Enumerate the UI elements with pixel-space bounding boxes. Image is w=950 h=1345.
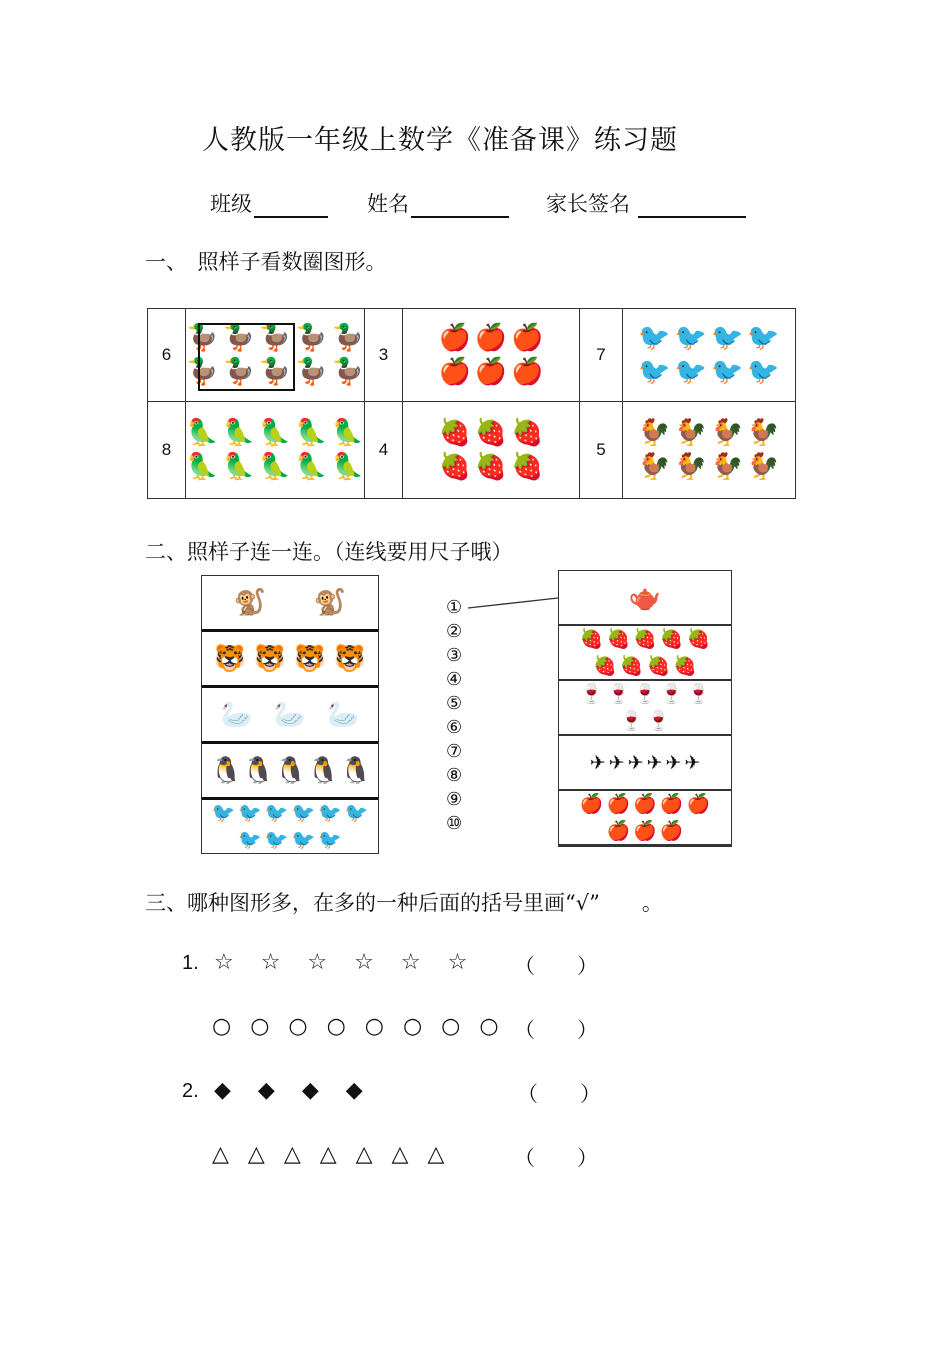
duck-icon[interactable]: 🦆 bbox=[186, 357, 219, 387]
airplane-icon: ✈ bbox=[684, 751, 701, 774]
parrot-icon[interactable]: 🦜 bbox=[258, 418, 292, 448]
airplane-icon: ✈ bbox=[665, 751, 682, 774]
picture-row[interactable] bbox=[202, 688, 378, 744]
connect-number[interactable]: ② bbox=[446, 621, 463, 642]
section2-heading: 二、照样子连一连。（连线要用尺子哦） bbox=[145, 540, 513, 564]
penguin-icon: 🐧 bbox=[339, 755, 372, 786]
duck-icon[interactable]: 🦆 bbox=[331, 323, 364, 353]
ostrich-icon: 🦢 bbox=[327, 699, 360, 730]
tiger-icon: 🐯 bbox=[333, 643, 367, 674]
airplane-icon: ✈ bbox=[627, 751, 644, 774]
name-label: 姓名 bbox=[367, 192, 409, 216]
picture-row[interactable] bbox=[559, 791, 731, 846]
rooster-icon[interactable]: 🐓 bbox=[674, 418, 707, 448]
bird-icon[interactable]: 🐦 bbox=[711, 357, 744, 387]
name-blank[interactable] bbox=[411, 194, 509, 218]
apple-icon[interactable]: 🍎 bbox=[474, 357, 508, 387]
picture-cell[interactable] bbox=[186, 309, 365, 402]
parrot-icon[interactable]: 🦜 bbox=[222, 452, 255, 482]
picture-row[interactable] bbox=[559, 571, 731, 626]
connect-number[interactable]: ⑥ bbox=[446, 717, 463, 738]
bird-icon[interactable]: 🐦 bbox=[747, 357, 780, 387]
section1-heading: 一、 照样子看数圈图形。 bbox=[145, 250, 387, 274]
airplane-icon: ✈ bbox=[589, 751, 606, 774]
wine-glass-icon: 🍷 bbox=[579, 683, 604, 706]
duck-icon[interactable]: 🦆 bbox=[222, 357, 255, 387]
picture-cell[interactable] bbox=[623, 309, 796, 402]
picture-row[interactable] bbox=[559, 681, 731, 736]
item-1-label: 1. bbox=[182, 952, 199, 974]
bird-icon: 🐦 bbox=[344, 802, 369, 825]
parrot-icon[interactable]: 🦜 bbox=[295, 452, 328, 482]
class-label: 班级 bbox=[210, 192, 252, 216]
picture-row[interactable] bbox=[559, 626, 731, 681]
bird-icon: 🐦 bbox=[238, 828, 262, 851]
rooster-icon[interactable]: 🐓 bbox=[711, 418, 744, 448]
connect-number[interactable]: ⑨ bbox=[446, 789, 463, 810]
duck-icon[interactable]: 🦆 bbox=[295, 323, 328, 353]
section3-heading: 三、哪种图形多，在多的一种后面的括号里画“√” 。 bbox=[145, 891, 663, 915]
wine-glass-icon: 🍷 bbox=[686, 683, 711, 706]
parrot-icon[interactable]: 🦜 bbox=[258, 452, 292, 482]
count-number: 3 bbox=[365, 309, 403, 402]
right-picture-column bbox=[558, 570, 732, 847]
apple-group bbox=[403, 309, 579, 401]
picture-row[interactable] bbox=[202, 576, 378, 632]
connect-number[interactable]: ③ bbox=[446, 645, 463, 666]
picture-row[interactable] bbox=[202, 800, 378, 853]
parrot-group bbox=[186, 402, 364, 498]
apple-icon: 🍎 bbox=[686, 793, 711, 816]
connect-number[interactable]: ⑩ bbox=[446, 813, 463, 834]
parrot-icon[interactable]: 🦜 bbox=[222, 418, 255, 448]
strawberry-icon[interactable]: 🍓 bbox=[438, 418, 471, 448]
bird-icon: 🐦 bbox=[318, 828, 342, 851]
bird-icon: 🐦 bbox=[238, 802, 262, 825]
apple-icon: 🍎 bbox=[633, 793, 657, 816]
name-field[interactable] bbox=[367, 188, 509, 218]
parrot-icon[interactable]: 🦜 bbox=[331, 452, 364, 482]
count-number: 7 bbox=[580, 309, 623, 402]
duck-icon[interactable]: 🦆 bbox=[295, 357, 328, 387]
count-number: 8 bbox=[148, 402, 186, 499]
duck-icon[interactable]: 🦆 bbox=[258, 357, 292, 387]
strawberry-icon: 🍓 bbox=[606, 628, 631, 651]
connect-number[interactable]: ⑦ bbox=[446, 741, 463, 762]
monkey-icon: 🐒 bbox=[313, 587, 347, 618]
connect-number[interactable]: ④ bbox=[446, 669, 463, 690]
item-2-label: 2. bbox=[182, 1080, 199, 1102]
picture-cell[interactable] bbox=[403, 309, 580, 402]
apple-icon: 🍎 bbox=[606, 793, 631, 816]
class-field[interactable] bbox=[210, 188, 328, 218]
bird-icon[interactable]: 🐦 bbox=[747, 323, 780, 353]
table-row bbox=[148, 402, 796, 499]
strawberry-icon: 🍓 bbox=[673, 654, 697, 677]
strawberry-icon[interactable]: 🍓 bbox=[511, 418, 544, 448]
parrot-icon[interactable]: 🦜 bbox=[295, 418, 328, 448]
apple-icon[interactable]: 🍎 bbox=[438, 357, 471, 387]
duck-icon[interactable]: 🦆 bbox=[186, 323, 219, 353]
rooster-icon[interactable]: 🐓 bbox=[747, 418, 780, 448]
parent-signature-blank[interactable] bbox=[638, 194, 746, 218]
strawberry-icon[interactable]: 🍓 bbox=[438, 452, 471, 482]
tiger-icon: 🐯 bbox=[213, 643, 247, 674]
parent-signature-field[interactable] bbox=[546, 188, 746, 218]
penguin-icon: 🐧 bbox=[242, 755, 275, 786]
count-number: 6 bbox=[148, 309, 186, 402]
left-picture-column bbox=[201, 575, 379, 854]
apple-icon: 🍎 bbox=[579, 793, 604, 816]
bird-icon: 🐦 bbox=[318, 802, 342, 825]
apple-icon[interactable]: 🍎 bbox=[438, 323, 471, 353]
count-number: 4 bbox=[365, 402, 403, 499]
airplane-icon: ✈ bbox=[608, 751, 625, 774]
bird-icon[interactable]: 🐦 bbox=[674, 323, 707, 353]
diamonds-row: ◆ ◆ ◆ ◆ bbox=[214, 1078, 373, 1103]
parrot-icon[interactable]: 🦜 bbox=[331, 418, 364, 448]
apple-icon: 🍎 bbox=[606, 819, 631, 842]
penguin-icon: 🐧 bbox=[210, 755, 243, 786]
connect-number[interactable]: ① bbox=[446, 597, 463, 618]
rooster-icon[interactable]: 🐓 bbox=[747, 452, 780, 482]
apple-icon[interactable]: 🍎 bbox=[474, 323, 508, 353]
strawberry-icon: 🍓 bbox=[646, 654, 671, 677]
ostrich-icon: 🦢 bbox=[220, 699, 253, 730]
strawberry-icon: 🍓 bbox=[579, 628, 604, 651]
penguin-icon: 🐧 bbox=[274, 755, 308, 786]
monkey-icon: 🐒 bbox=[233, 587, 267, 618]
sample-connect-line bbox=[466, 594, 562, 614]
answer-parens[interactable]: （ ） bbox=[517, 1082, 601, 1106]
page-title: 人教版一年级上数学《准备课》练习题 bbox=[202, 125, 678, 156]
wine-glass-icon: 🍷 bbox=[646, 709, 671, 732]
bird-icon[interactable]: 🐦 bbox=[638, 357, 671, 387]
bird-icon: 🐦 bbox=[291, 802, 316, 825]
count-table bbox=[147, 308, 796, 499]
apple-icon[interactable]: 🍎 bbox=[511, 357, 544, 387]
duck-group bbox=[186, 309, 364, 401]
stars-row: ☆ ☆ ☆ ☆ ☆ ☆ bbox=[214, 950, 478, 975]
triangles-row: △ △ △ △ △ △ △ bbox=[212, 1142, 451, 1167]
duck-icon[interactable]: 🦆 bbox=[222, 323, 255, 353]
strawberry-icon: 🍓 bbox=[686, 628, 711, 651]
wine-glass-icon: 🍷 bbox=[659, 683, 684, 706]
circles-row: ○ ○ ○ ○ ○ ○ ○ ○ bbox=[212, 1014, 505, 1039]
strawberry-icon: 🍓 bbox=[633, 628, 657, 651]
rooster-icon[interactable]: 🐓 bbox=[711, 452, 744, 482]
number-column bbox=[446, 596, 462, 836]
picture-row[interactable] bbox=[202, 632, 378, 688]
parent-signature-label: 家长签名 bbox=[546, 192, 630, 216]
tiger-icon: 🐯 bbox=[293, 643, 327, 674]
count-number: 5 bbox=[580, 402, 623, 499]
strawberry-icon: 🍓 bbox=[659, 628, 684, 651]
bird-icon: 🐦 bbox=[291, 828, 316, 851]
strawberry-icon: 🍓 bbox=[619, 654, 644, 677]
strawberry-icon[interactable]: 🍓 bbox=[474, 418, 508, 448]
answer-parens[interactable]: （ ） bbox=[514, 954, 598, 978]
airplane-icon: ✈ bbox=[646, 751, 663, 774]
duck-icon[interactable]: 🦆 bbox=[331, 357, 364, 387]
teapot-icon: 🫖 bbox=[628, 582, 662, 613]
bird-icon[interactable]: 🐦 bbox=[638, 323, 671, 353]
connect-number[interactable]: ⑤ bbox=[446, 693, 463, 714]
duck-icon[interactable]: 🦆 bbox=[258, 323, 292, 353]
tiger-icon: 🐯 bbox=[253, 643, 287, 674]
picture-row[interactable] bbox=[202, 744, 378, 800]
class-blank[interactable] bbox=[254, 194, 328, 218]
answer-parens[interactable]: （ ） bbox=[514, 1018, 598, 1042]
strawberry-group bbox=[403, 402, 579, 498]
wine-glass-icon: 🍷 bbox=[619, 709, 644, 732]
apple-icon[interactable]: 🍎 bbox=[511, 323, 544, 353]
bird-icon: 🐦 bbox=[264, 802, 289, 825]
strawberry-icon: 🍓 bbox=[593, 654, 617, 677]
parrot-icon[interactable]: 🦜 bbox=[186, 418, 219, 448]
picture-row[interactable] bbox=[559, 736, 731, 791]
rooster-icon[interactable]: 🐓 bbox=[638, 418, 671, 448]
table-row bbox=[148, 309, 796, 402]
bird-icon[interactable]: 🐦 bbox=[674, 357, 707, 387]
sample-circle bbox=[198, 323, 295, 391]
rooster-icon[interactable]: 🐓 bbox=[638, 452, 671, 482]
wine-glass-icon: 🍷 bbox=[606, 683, 631, 706]
bird-icon[interactable]: 🐦 bbox=[711, 323, 744, 353]
bird-icon: 🐦 bbox=[264, 828, 289, 851]
rooster-icon[interactable]: 🐓 bbox=[674, 452, 707, 482]
rooster-group bbox=[623, 402, 795, 498]
bird-group bbox=[623, 309, 795, 401]
picture-cell[interactable] bbox=[186, 402, 365, 499]
picture-cell[interactable] bbox=[403, 402, 580, 499]
ostrich-icon: 🦢 bbox=[273, 699, 307, 730]
connect-number[interactable]: ⑧ bbox=[446, 765, 463, 786]
picture-cell[interactable] bbox=[623, 402, 796, 499]
wine-glass-icon: 🍷 bbox=[633, 683, 657, 706]
answer-parens[interactable]: （ ） bbox=[514, 1146, 598, 1170]
bird-icon: 🐦 bbox=[211, 802, 236, 825]
penguin-icon: 🐧 bbox=[307, 755, 340, 786]
parrot-icon[interactable]: 🦜 bbox=[186, 452, 219, 482]
apple-icon: 🍎 bbox=[659, 793, 684, 816]
strawberry-icon[interactable]: 🍓 bbox=[511, 452, 544, 482]
apple-icon: 🍎 bbox=[659, 819, 684, 842]
strawberry-icon[interactable]: 🍓 bbox=[474, 452, 508, 482]
apple-icon: 🍎 bbox=[633, 819, 657, 842]
